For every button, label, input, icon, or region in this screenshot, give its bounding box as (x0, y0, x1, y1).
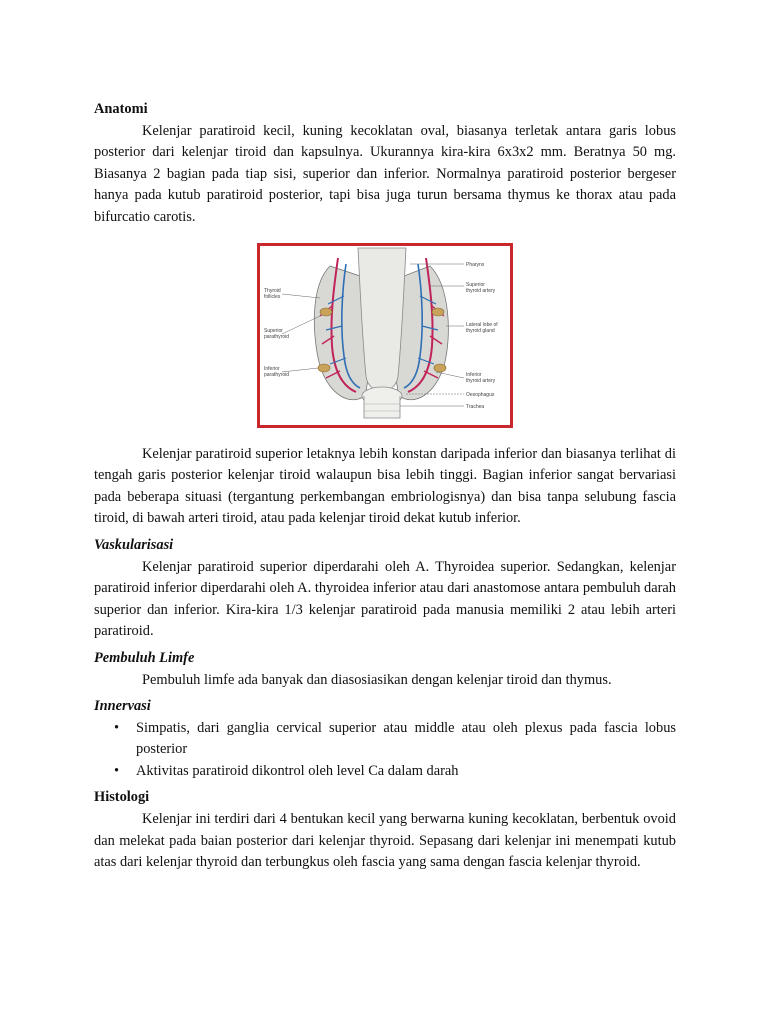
label-trachea: Trachea (466, 403, 485, 410)
heading-innervasi: Innervasi (94, 698, 151, 715)
list-item-text: Simpatis, dari ganglia cervical superior atau middle atau oleh plexus pada fascia lobus posterior (136, 719, 676, 758)
label-thyroid-follicles: Thyroid (264, 287, 281, 294)
heading-vaskularisasi: Vaskularisasi (94, 536, 174, 553)
bullet-icon: • (114, 762, 120, 779)
innervasi-list (94, 718, 676, 783)
label-pharynx: Pharynx (466, 261, 485, 268)
anatomy-illustration (260, 246, 510, 425)
paragraph-histologi: Kelenjar ini terdiri dari 4 bentukan kecil yang berwarna kuning kecoklatan, berbentuk ovoid dan melekat pada baian posterior dari kelenjar thyroid. Sepasang dari kelenjar ini menempati kutub atas dari kelenjar thyroid dan terbungkus oleh fascia yang sama dengan fascia kelenjar thyroid. (94, 811, 676, 871)
figure-container (94, 243, 676, 428)
paragraph-vaskularisasi: Kelenjar paratiroid superior diperdarahi oleh A. Thyroidea superior. Sedangkan, kelenjar paratiroid inferior diperdarahi oleh A. thyroidea inferior atau dari anastomose antara pembuluh darah superior dan inferior. Kira-kira 1/3 kelenjar paratiroid pada manusia memiliki 2 atau lebih arteri paratiroid. (94, 558, 676, 640)
paragraph-anatomi-1: Kelenjar paratiroid kecil, kuning kecoklatan oval, biasanya terletak antara garis lobus posterior dari kelenjar tiroid dan kapsulnya. Ukurannya kira-kira 6x3x2 mm. Beratnya 50 mg. Biasanya 2 bagian pada tiap sisi, superior dan inferior. Normalnya paratiroid posterior bergeser hanya pada kutub paratiroid posterior, tapi bisa juga turun bersama thymus ke thorax atau pada bifurcatio carotis. (94, 122, 676, 225)
label-inferior-thyroid-artery: Inferior (466, 371, 482, 378)
label-superior-thyroid-artery-2: thyroid artery (466, 287, 496, 294)
label-superior-parathyroid-2: parathyroid (264, 333, 290, 340)
heading-histologi: Histologi (94, 789, 150, 806)
label-inferior-thyroid-artery-2: thyroid artery (466, 377, 496, 384)
list-item (94, 718, 676, 761)
label-thyroid-follicles-2: follicles (264, 293, 281, 300)
label-lateral-lobe: Lateral lobe of (466, 321, 498, 328)
document-content (94, 99, 676, 874)
list-item-text: Aktivitas paratiroid dikontrol oleh level Ca dalam darah (136, 762, 459, 779)
paragraph-anatomi-2: Kelenjar paratiroid superior letaknya lebih konstan daripada inferior dan biasanya terlihat di tengah garis posterior kelenjar tiroid walaupun bisa lebih tinggi. Bagian inferior sangat bervariasi pada beberapa situasi (tergantung perkembangan embriologisnya) dan bisa tanpa selubung fascia tiroid, di bawah arteri tiroid, atau pada kelenjar tiroid dekat kutub inferior. (94, 445, 676, 527)
label-superior-thyroid-artery: Superior (466, 281, 485, 288)
list-item (94, 761, 676, 783)
label-lateral-lobe-2: thyroid gland (466, 327, 495, 334)
label-inferior-parathyroid: Inferior (264, 365, 280, 372)
label-superior-parathyroid: Superior (264, 327, 283, 334)
paragraph-pembuluh-limfe: Pembuluh limfe ada banyak dan diasosiasikan dengan kelenjar tiroid dan thymus. (142, 671, 612, 688)
heading-pembuluh-limfe: Pembuluh Limfe (94, 649, 195, 666)
heading-anatomi: Anatomi (94, 101, 148, 117)
thyroid-parathyroid-figure (257, 243, 513, 428)
label-inferior-parathyroid-2: parathyroid (264, 371, 290, 378)
label-oesophagus: Oesophagus (466, 391, 495, 398)
bullet-icon: • (114, 719, 120, 736)
